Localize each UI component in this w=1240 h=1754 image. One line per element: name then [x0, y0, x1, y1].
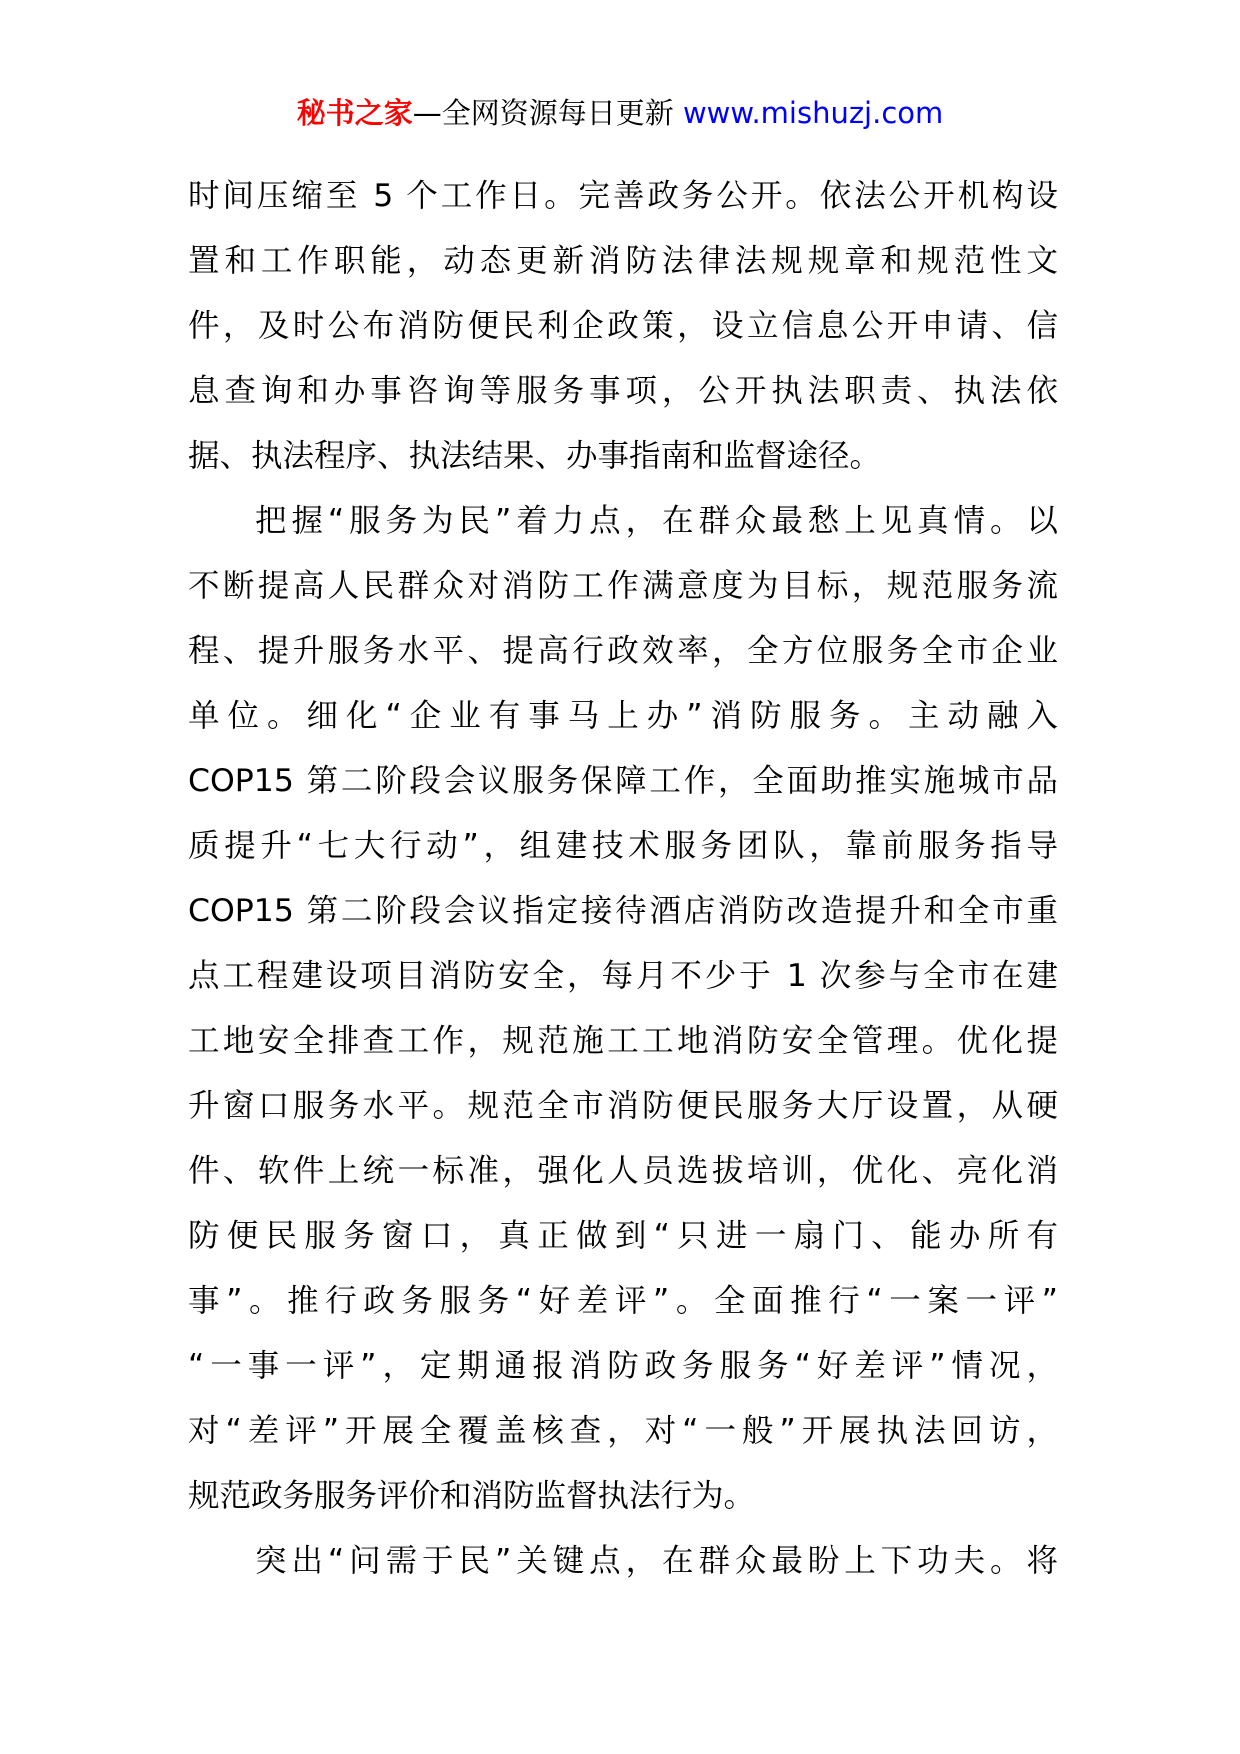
paragraph-start-line: 突出“问需于民”关键点，在群众最盼上下功夫。将 — [255, 1543, 1058, 1579]
text-line: 息查询和办事咨询等服务事项，公开执法职责、执法依 — [188, 373, 1058, 409]
text-line: 件、软件上统一标准，强化人员选拔培训，优化、亮化消 — [188, 1153, 1058, 1189]
text-line: 升窗口服务水平。规范全市消防便民服务大厅设置，从硬 — [188, 1088, 1058, 1124]
text-line: 对“差评”开展全覆盖核查，对“一般”开展执法回访， — [188, 1413, 1058, 1449]
text-line: 工地安全排查工作，规范施工工地消防安全管理。优化提 — [188, 1023, 1058, 1059]
site-tagline: —全网资源每日更新 — [412, 96, 674, 130]
text-line: 不断提高人民群众对消防工作满意度为目标，规范服务流 — [188, 568, 1058, 604]
text-line: 事”。推行政务服务“好差评”。全面推行“一案一评” — [188, 1283, 1058, 1319]
text-line: 件，及时公布消防便民利企政策，设立信息公开申请、信 — [188, 308, 1058, 344]
site-brand: 秘书之家 — [296, 96, 413, 130]
text-line: 单位。细化“企业有事马上办”消防服务。主动融入 — [188, 698, 1058, 734]
paragraph-start-line: 把握“服务为民”着力点，在群众最愁上见真情。以 — [255, 503, 1058, 539]
text-line: COP15 第二阶段会议服务保障工作，全面助推实施城市品 — [188, 763, 1058, 799]
text-line: 规范政务服务评价和消防监督执法行为。 — [188, 1478, 756, 1514]
text-line: “一事一评”，定期通报消防政务服务“好差评”情况， — [188, 1348, 1058, 1384]
document-body — [188, 164, 1058, 1594]
text-line: 程、提升服务水平、提高行政效率，全方位服务全市企业 — [188, 633, 1058, 669]
site-header — [0, 93, 1240, 133]
text-line: 据、执法程序、执法结果、办事指南和监督途径。 — [188, 438, 882, 474]
site-url-link[interactable]: www.mishuzj.com — [682, 96, 944, 130]
text-line: 防便民服务窗口，真正做到“只进一扇门、能办所有 — [188, 1218, 1058, 1254]
text-line: 时间压缩至 5 个工作日。完善政务公开。依法公开机构设 — [188, 178, 1058, 214]
text-line: 置和工作职能，动态更新消防法律法规规章和规范性文 — [188, 243, 1058, 279]
text-line: 点工程建设项目消防安全，每月不少于 1 次参与全市在建 — [188, 958, 1058, 994]
text-line: COP15 第二阶段会议指定接待酒店消防改造提升和全市重 — [188, 893, 1058, 929]
text-line: 质提升“七大行动”，组建技术服务团队，靠前服务指导 — [188, 828, 1058, 864]
